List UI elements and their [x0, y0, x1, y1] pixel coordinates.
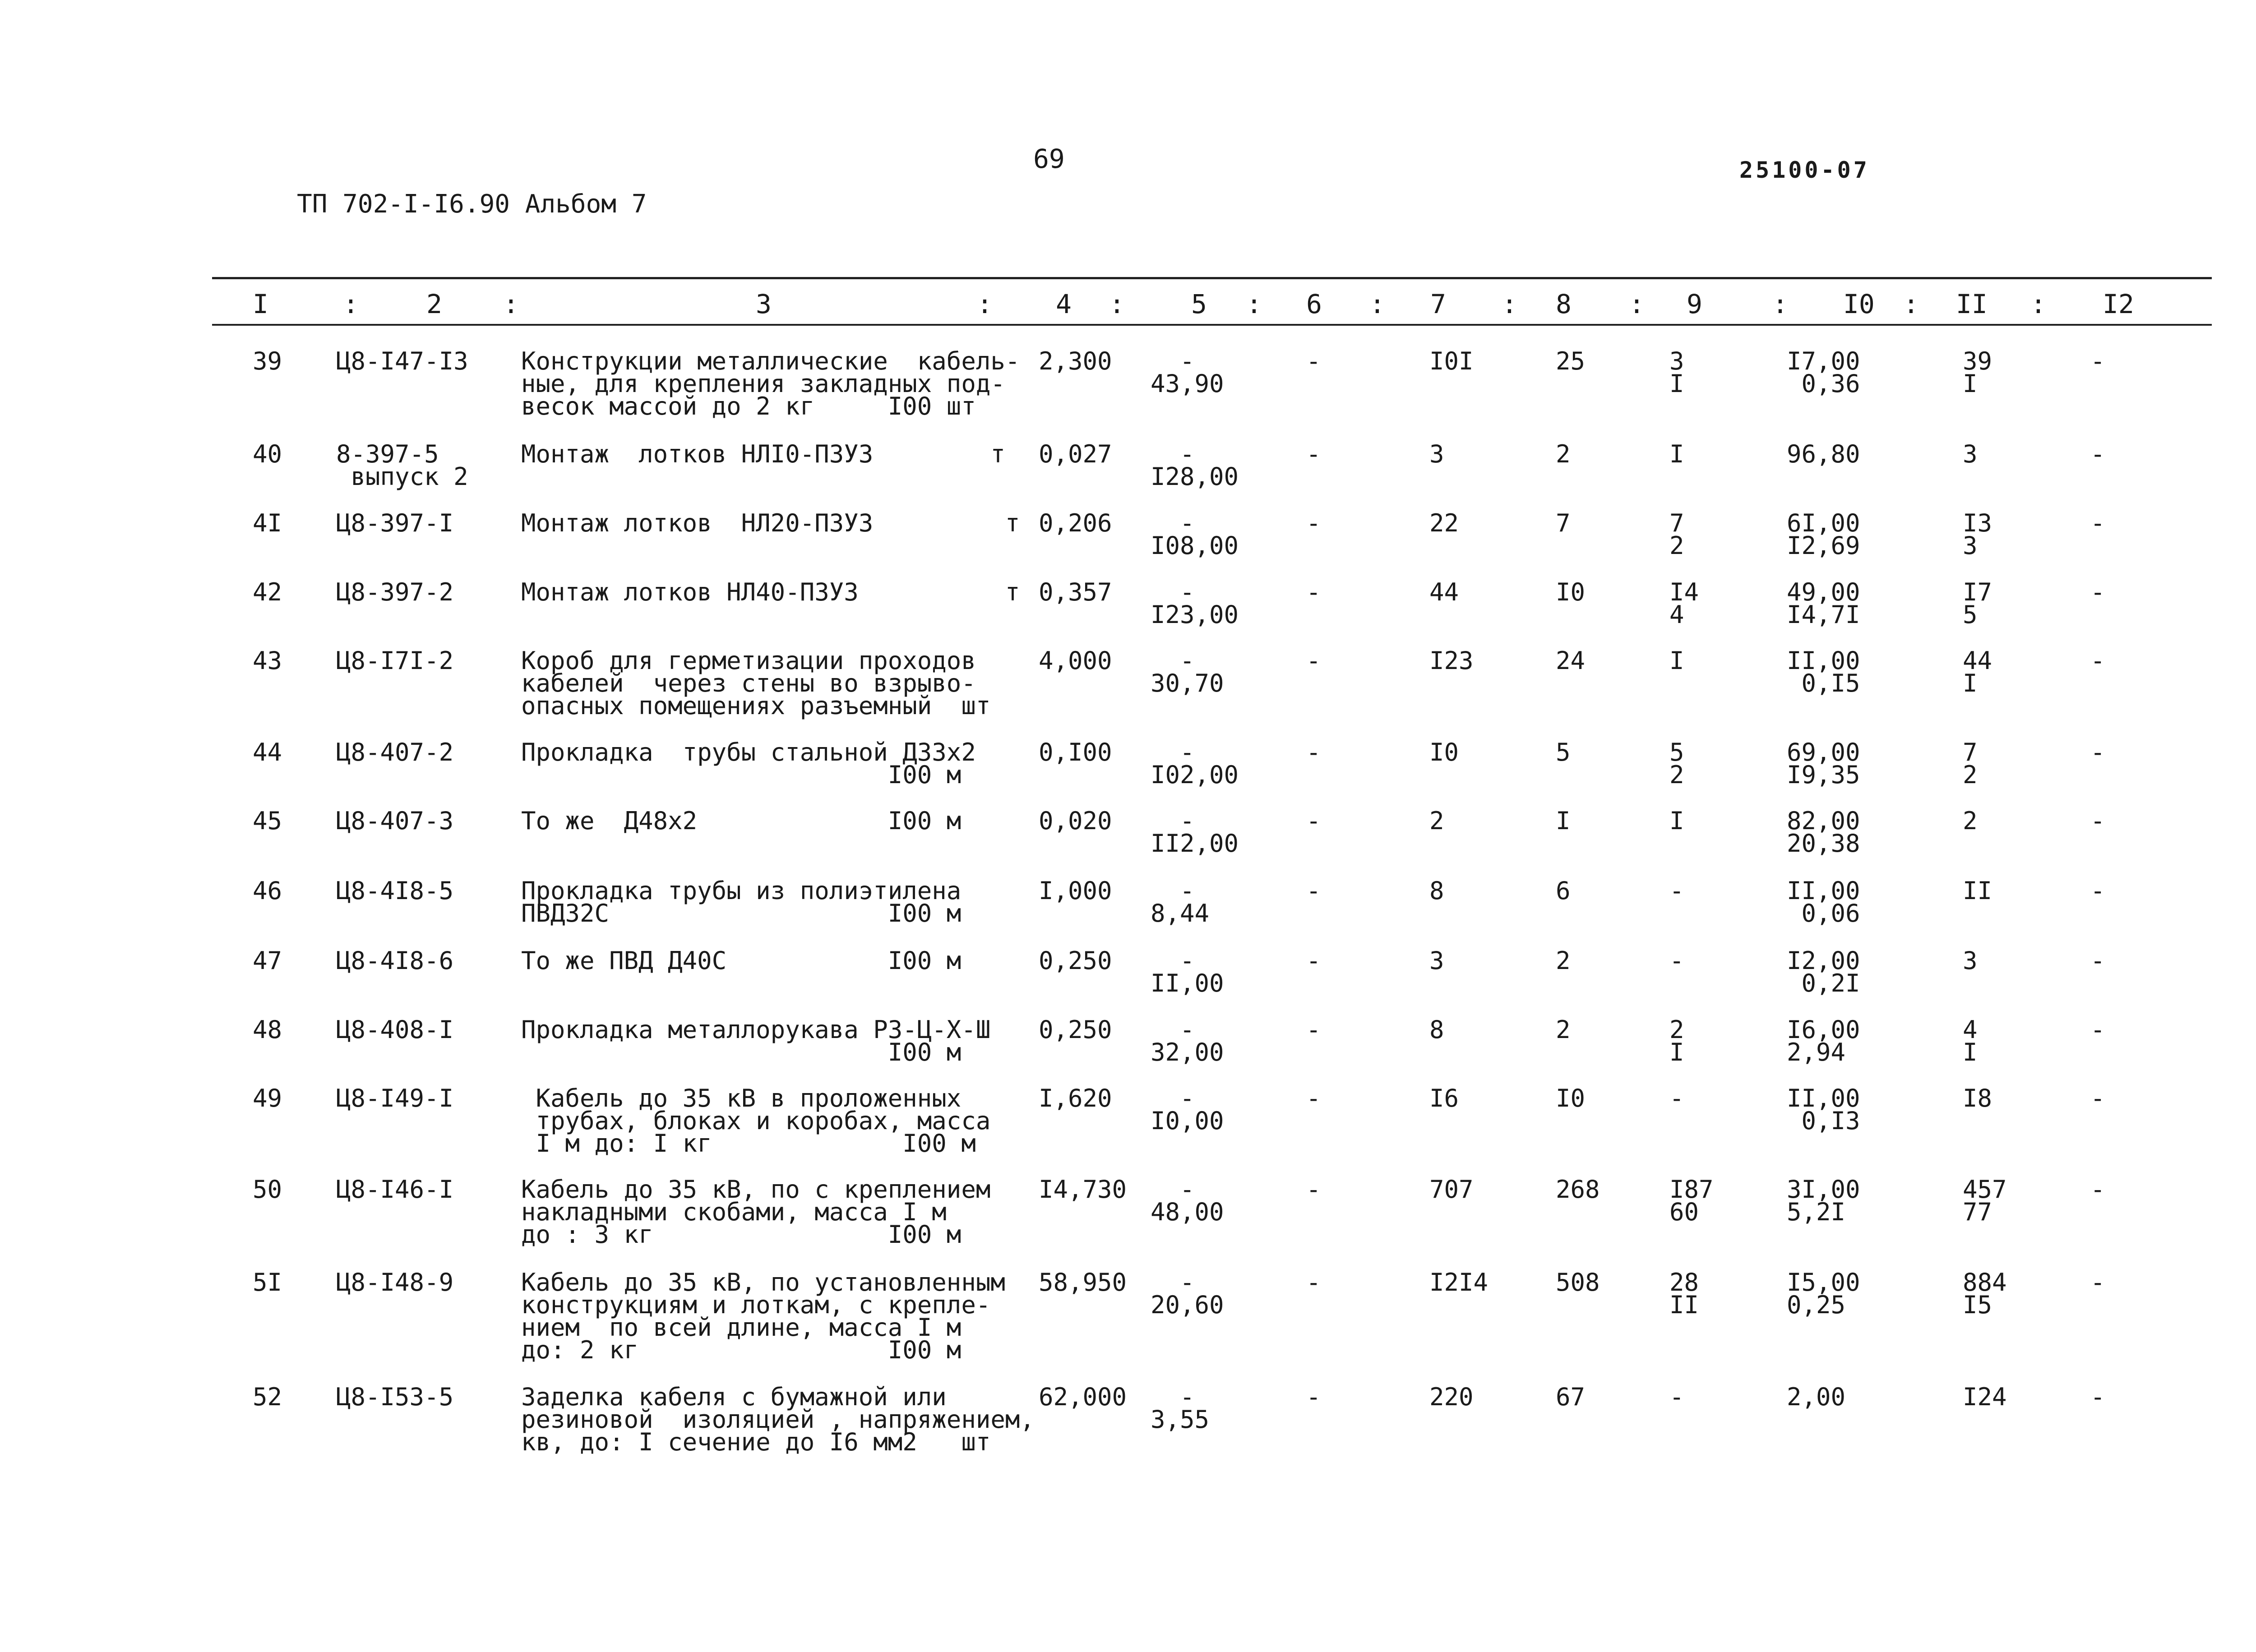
col-8-value: 2	[1556, 1015, 1571, 1044]
col-12-value: -	[2090, 646, 2105, 675]
row-number: 50	[253, 1175, 282, 1204]
rate-code: Ц8-I53-5	[336, 1383, 454, 1411]
col-12-value: -	[2090, 877, 2105, 905]
col-10-value: II,00 0,I3	[1787, 1084, 1860, 1135]
col-7-value: 8	[1429, 877, 1444, 905]
column-header-10: I0	[1843, 289, 1875, 319]
col-9-value: 3 I	[1669, 347, 1684, 398]
quantity: 0,357	[1039, 578, 1112, 606]
col-12-value: -	[2090, 578, 2105, 606]
col-9-value: I4 4	[1669, 578, 1699, 629]
quantity: I,620	[1039, 1084, 1112, 1112]
col-11-value: 44 I	[1963, 646, 1992, 697]
quantity: 0,027	[1039, 440, 1112, 468]
col-10-value: I5,00 0,25	[1787, 1268, 1860, 1319]
col-11-value: I7 5	[1963, 578, 1992, 629]
col-5-value: - I23,00	[1151, 578, 1239, 629]
col-10-value: 69,00 I9,35	[1787, 738, 1860, 789]
quantity: 0,206	[1039, 509, 1112, 537]
column-separator: :	[1629, 289, 1645, 319]
col-9-value: I	[1669, 440, 1684, 468]
quantity: 62,000	[1039, 1383, 1127, 1411]
column-separator: :	[977, 289, 993, 319]
row-number: 45	[253, 807, 282, 835]
col-8-value: 268	[1556, 1175, 1600, 1204]
col-5-value: - 20,60	[1151, 1268, 1224, 1319]
col-11-value: 2	[1963, 807, 1978, 835]
rate-code: Ц8-4I8-5	[336, 877, 454, 905]
col-11-value: 3	[1963, 440, 1978, 468]
work-description: То же Д48х2 I00 м	[521, 807, 962, 835]
col-5-value: - 8,44	[1151, 877, 1210, 928]
column-header-11: II	[1956, 289, 1988, 319]
work-description: Кабель до 35 кВ, по установленным конструкциям и лоткам, с крепле- нием по всей длине, масса I м до: 2 кг I00 м	[521, 1268, 1005, 1364]
col-12-value: -	[2090, 509, 2105, 537]
col-10-value: I6,00 2,94	[1787, 1015, 1860, 1066]
row-number: 52	[253, 1383, 282, 1411]
col-9-value: 2 I	[1669, 1015, 1684, 1066]
work-description: Кабель до 35 кВ, по с креплением накладными скобами, масса I м до : 3 кг I00 м	[521, 1175, 991, 1249]
col-5-value: - 43,90	[1151, 347, 1224, 398]
col-7-value: I2I4	[1429, 1268, 1489, 1297]
col-10-value: 82,00 20,38	[1787, 807, 1860, 858]
column-separator: :	[503, 289, 519, 319]
col-9-value: -	[1669, 1383, 1684, 1411]
col-10-value: I7,00 0,36	[1787, 347, 1860, 398]
work-description: Кабель до 35 кВ в проложенных трубах, блоках и коробах, масса I м до: I кг I00 м	[536, 1084, 991, 1158]
col-10-value: 2,00	[1787, 1383, 1846, 1411]
col-11-value: 3	[1963, 946, 1978, 975]
work-description: То же ПВД Д40С I00 м	[521, 946, 962, 975]
work-description: Прокладка трубы стальной Д33х2 I00 м	[521, 738, 976, 789]
col-5-value: - II2,00	[1151, 807, 1239, 858]
col-10-value: II,00 0,06	[1787, 877, 1860, 928]
column-header-4: 4	[1056, 289, 1072, 319]
column-header-12: I2	[2103, 289, 2134, 319]
column-header-1: I	[253, 289, 268, 319]
col-6-value: -	[1306, 807, 1321, 835]
document-code: 25100-07	[1739, 157, 1870, 183]
column-separator: :	[1109, 289, 1125, 319]
col-8-value: I0	[1556, 578, 1586, 606]
quantity: I4,730	[1039, 1175, 1127, 1204]
col-8-value: I	[1556, 807, 1571, 835]
col-6-value: -	[1306, 578, 1321, 606]
col-10-value: 49,00 I4,7I	[1787, 578, 1860, 629]
col-10-value: 6I,00 I2,69	[1787, 509, 1860, 560]
work-description: Монтаж лотков НЛ40-ПЗУЗ т	[521, 578, 1020, 606]
column-separator: :	[343, 289, 359, 319]
col-5-value: - 32,00	[1151, 1015, 1224, 1066]
column-header-7: 7	[1430, 289, 1446, 319]
col-5-value: - I28,00	[1151, 440, 1239, 491]
col-10-value: II,00 0,I5	[1787, 646, 1860, 697]
row-number: 47	[253, 946, 282, 975]
col-7-value: I0	[1429, 738, 1459, 766]
col-8-value: 2	[1556, 946, 1571, 975]
quantity: 0,250	[1039, 946, 1112, 975]
col-5-value: - II,00	[1151, 946, 1224, 997]
column-header-8: 8	[1556, 289, 1572, 319]
col-8-value: I0	[1556, 1084, 1586, 1112]
col-7-value: 44	[1429, 578, 1459, 606]
rate-code: Ц8-I7I-2	[336, 646, 454, 675]
col-6-value: -	[1306, 1383, 1321, 1411]
col-7-value: I6	[1429, 1084, 1459, 1112]
row-number: 44	[253, 738, 282, 766]
col-5-value: - I08,00	[1151, 509, 1239, 560]
col-6-value: -	[1306, 440, 1321, 468]
album-code: ТП 702-I-I6.90 Альбом 7	[297, 189, 647, 219]
quantity: 2,300	[1039, 347, 1112, 375]
row-number: 40	[253, 440, 282, 468]
col-10-value: 96,80	[1787, 440, 1860, 468]
column-separator: :	[1903, 289, 1919, 319]
rate-code: Ц8-407-3	[336, 807, 454, 835]
col-12-value: -	[2090, 738, 2105, 766]
column-header-5: 5	[1191, 289, 1207, 319]
col-5-value: - 30,70	[1151, 646, 1224, 697]
col-8-value: 508	[1556, 1268, 1600, 1297]
col-6-value: -	[1306, 946, 1321, 975]
col-8-value: 6	[1556, 877, 1571, 905]
col-11-value: II	[1963, 877, 1992, 905]
quantity: 4,000	[1039, 646, 1112, 675]
col-7-value: 2	[1429, 807, 1444, 835]
work-description: Прокладка трубы из полиэтилена ПВД32С I00 м	[521, 877, 962, 928]
col-7-value: I23	[1429, 646, 1474, 675]
col-9-value: -	[1669, 1084, 1684, 1112]
col-8-value: 25	[1556, 347, 1586, 375]
row-number: 39	[253, 347, 282, 375]
col-12-value: -	[2090, 1268, 2105, 1297]
work-description: Конструкции металлические кабель- ные, для крепления закладных под- весок массой до 2 кг I00 шт	[521, 347, 1020, 420]
rate-code: 8-397-5 выпуск 2	[336, 440, 468, 491]
col-6-value: -	[1306, 738, 1321, 766]
rate-code: Ц8-4I8-6	[336, 946, 454, 975]
col-11-value: 7 2	[1963, 738, 1978, 789]
col-5-value: - I0,00	[1151, 1084, 1224, 1135]
work-description: Заделка кабеля с бумажной или резиновой изоляцией , напряжением, кв, до: I сечение до I6 мм2 шт	[521, 1383, 1035, 1456]
col-9-value: 7 2	[1669, 509, 1684, 560]
quantity: 0,250	[1039, 1015, 1112, 1044]
col-9-value: -	[1669, 946, 1684, 975]
quantity: 0,020	[1039, 807, 1112, 835]
col-12-value: -	[2090, 1383, 2105, 1411]
rate-code: Ц8-407-2	[336, 738, 454, 766]
col-7-value: 3	[1429, 440, 1444, 468]
quantity: I,000	[1039, 877, 1112, 905]
col-12-value: -	[2090, 1015, 2105, 1044]
col-6-value: -	[1306, 509, 1321, 537]
col-9-value: -	[1669, 877, 1684, 905]
rate-code: Ц8-I47-I3	[336, 347, 468, 375]
rate-code: Ц8-I48-9	[336, 1268, 454, 1297]
col-6-value: -	[1306, 1015, 1321, 1044]
col-6-value: -	[1306, 646, 1321, 675]
col-12-value: -	[2090, 347, 2105, 375]
col-9-value: 28 II	[1669, 1268, 1699, 1319]
column-header-9: 9	[1687, 289, 1702, 319]
col-6-value: -	[1306, 347, 1321, 375]
col-7-value: 707	[1429, 1175, 1474, 1204]
col-12-value: -	[2090, 1084, 2105, 1112]
column-separator: :	[1246, 289, 1262, 319]
col-7-value: 220	[1429, 1383, 1474, 1411]
rate-code: Ц8-397-2	[336, 578, 454, 606]
col-6-value: -	[1306, 1268, 1321, 1297]
col-10-value: 3I,00 5,2I	[1787, 1175, 1860, 1226]
column-header-3: 3	[756, 289, 772, 319]
col-7-value: 3	[1429, 946, 1444, 975]
quantity: 0,I00	[1039, 738, 1112, 766]
rate-code: Ц8-397-I	[336, 509, 454, 537]
quantity: 58,950	[1039, 1268, 1127, 1297]
rate-code: Ц8-408-I	[336, 1015, 454, 1044]
row-number: 5I	[253, 1268, 282, 1297]
col-12-value: -	[2090, 946, 2105, 975]
column-header-6: 6	[1306, 289, 1322, 319]
col-7-value: 22	[1429, 509, 1459, 537]
row-number: 43	[253, 646, 282, 675]
col-11-value: 457 77	[1963, 1175, 2007, 1226]
col-6-value: -	[1306, 1175, 1321, 1204]
column-header-2: 2	[426, 289, 442, 319]
col-6-value: -	[1306, 877, 1321, 905]
column-separator: :	[1502, 289, 1517, 319]
column-separator: :	[1369, 289, 1385, 319]
col-11-value: 884 I5	[1963, 1268, 2007, 1319]
col-9-value: I87 60	[1669, 1175, 1714, 1226]
page-number: 69	[1033, 143, 1065, 174]
col-9-value: 5 2	[1669, 738, 1684, 789]
col-8-value: 7	[1556, 509, 1571, 537]
col-10-value: I2,00 0,2I	[1787, 946, 1860, 997]
col-8-value: 5	[1556, 738, 1571, 766]
col-9-value: I	[1669, 646, 1684, 675]
rate-code: Ц8-I49-I	[336, 1084, 454, 1112]
row-number: 4I	[253, 509, 282, 537]
col-11-value: I8	[1963, 1084, 1992, 1112]
col-12-value: -	[2090, 1175, 2105, 1204]
col-12-value: -	[2090, 807, 2105, 835]
row-number: 49	[253, 1084, 282, 1112]
work-description: Прокладка металлорукава РЗ-Ц-Х-Ш I00 м	[521, 1015, 991, 1066]
col-12-value: -	[2090, 440, 2105, 468]
col-11-value: I3 3	[1963, 509, 1992, 560]
col-5-value: - 3,55	[1151, 1383, 1210, 1434]
col-5-value: - I02,00	[1151, 738, 1239, 789]
row-number: 42	[253, 578, 282, 606]
work-description: Монтаж лотков НЛ20-ПЗУЗ т	[521, 509, 1020, 537]
col-8-value: 24	[1556, 646, 1586, 675]
col-7-value: I0I	[1429, 347, 1474, 375]
row-number: 46	[253, 877, 282, 905]
column-separator: :	[1772, 289, 1788, 319]
col-7-value: 8	[1429, 1015, 1444, 1044]
col-6-value: -	[1306, 1084, 1321, 1112]
work-description: Монтаж лотков НЛI0-ПЗУЗ т	[521, 440, 1005, 468]
row-number: 48	[253, 1015, 282, 1044]
column-separator: :	[2030, 289, 2046, 319]
col-11-value: I24	[1963, 1383, 2007, 1411]
col-11-value: 39 I	[1963, 347, 1992, 398]
col-5-value: - 48,00	[1151, 1175, 1224, 1226]
rate-code: Ц8-I46-I	[336, 1175, 454, 1204]
col-11-value: 4 I	[1963, 1015, 1978, 1066]
work-description: Короб для герметизации проходов кабелей через стены во взрыво- опасных помещениях разъемный шт	[521, 646, 991, 720]
col-8-value: 2	[1556, 440, 1571, 468]
col-8-value: 67	[1556, 1383, 1586, 1411]
col-9-value: I	[1669, 807, 1684, 835]
